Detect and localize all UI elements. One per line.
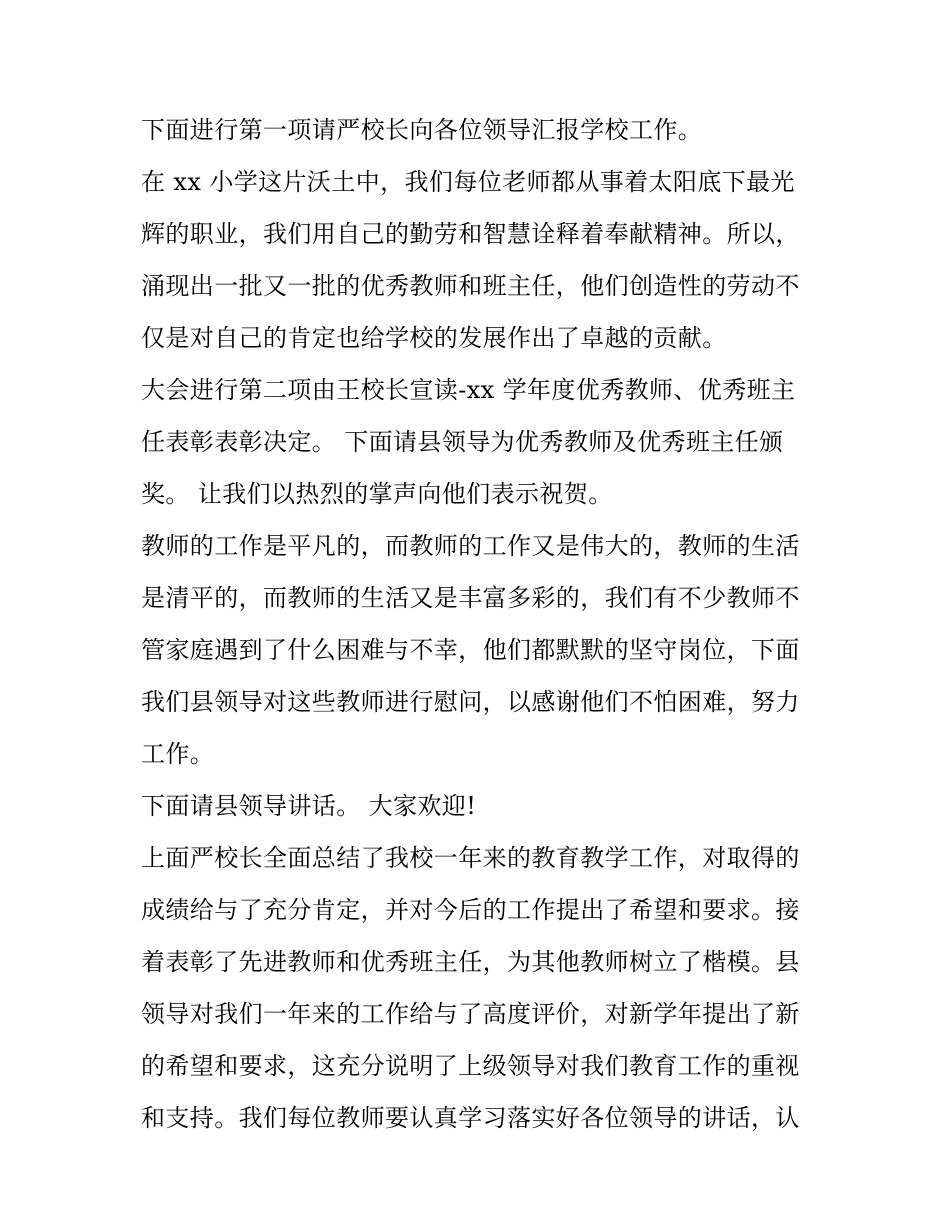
text-line: 领导对我们一年来的工作给与了高度评价，对新学年提出了新 [141,1000,800,1028]
text-line: 下面进行第一项请严校长向各位领导汇报学校工作。 [141,116,703,144]
text-line: 的希望和要求，这充分说明了上级领导对我们教育工作的重视 [141,1052,800,1080]
text-line: 管家庭遇到了什么困难与不幸，他们都默默的坚守岗位，下面 [141,636,800,664]
text-line: 工作。 [141,740,215,768]
text-line: 我们县领导对这些教师进行慰问，以感谢他们不怕困难，努力 [141,688,800,716]
text-line: 仅是对自己的肯定也给学校的发展作出了卓越的贡献。 [141,324,727,352]
text-line: 上面严校长全面总结了我校一年来的教育教学工作，对取得的 [141,844,800,872]
document-body [141,104,821,1144]
text-line: 任表彰表彰决定。 下面请县领导为优秀教师及优秀班主任颁 [141,428,784,456]
text-line: 在 xx 小学这片沃土中，我们每位老师都从事着太阳底下最光 [141,168,795,196]
text-line: 成绩给与了充分肯定，并对今后的工作提出了希望和要求。接 [141,896,800,924]
text-line: 和支持。我们每位教师要认真学习落实好各位领导的讲话，认 [141,1104,800,1132]
text-line: 是清平的，而教师的生活又是丰富多彩的，我们有不少教师不 [141,584,800,612]
text-line: 着表彰了先进教师和优秀班主任，为其他教师树立了楷模。县 [141,948,800,976]
text-line: 下面请县领导讲话。 大家欢迎! [141,792,477,820]
text-line: 大会进行第二项由王校长宣读-xx 学年度优秀教师、优秀班主 [141,376,796,404]
text-line: 辉的职业，我们用自己的勤劳和智慧诠释着奉献精神。所以， [141,220,800,248]
text-line: 涌现出一批又一批的优秀教师和班主任，他们创造性的劳动不 [141,272,800,300]
text-line: 教师的工作是平凡的，而教师的工作又是伟大的，教师的生活 [141,532,800,560]
text-line: 奖。 让我们以热烈的掌声向他们表示祝贺。 [141,480,613,508]
